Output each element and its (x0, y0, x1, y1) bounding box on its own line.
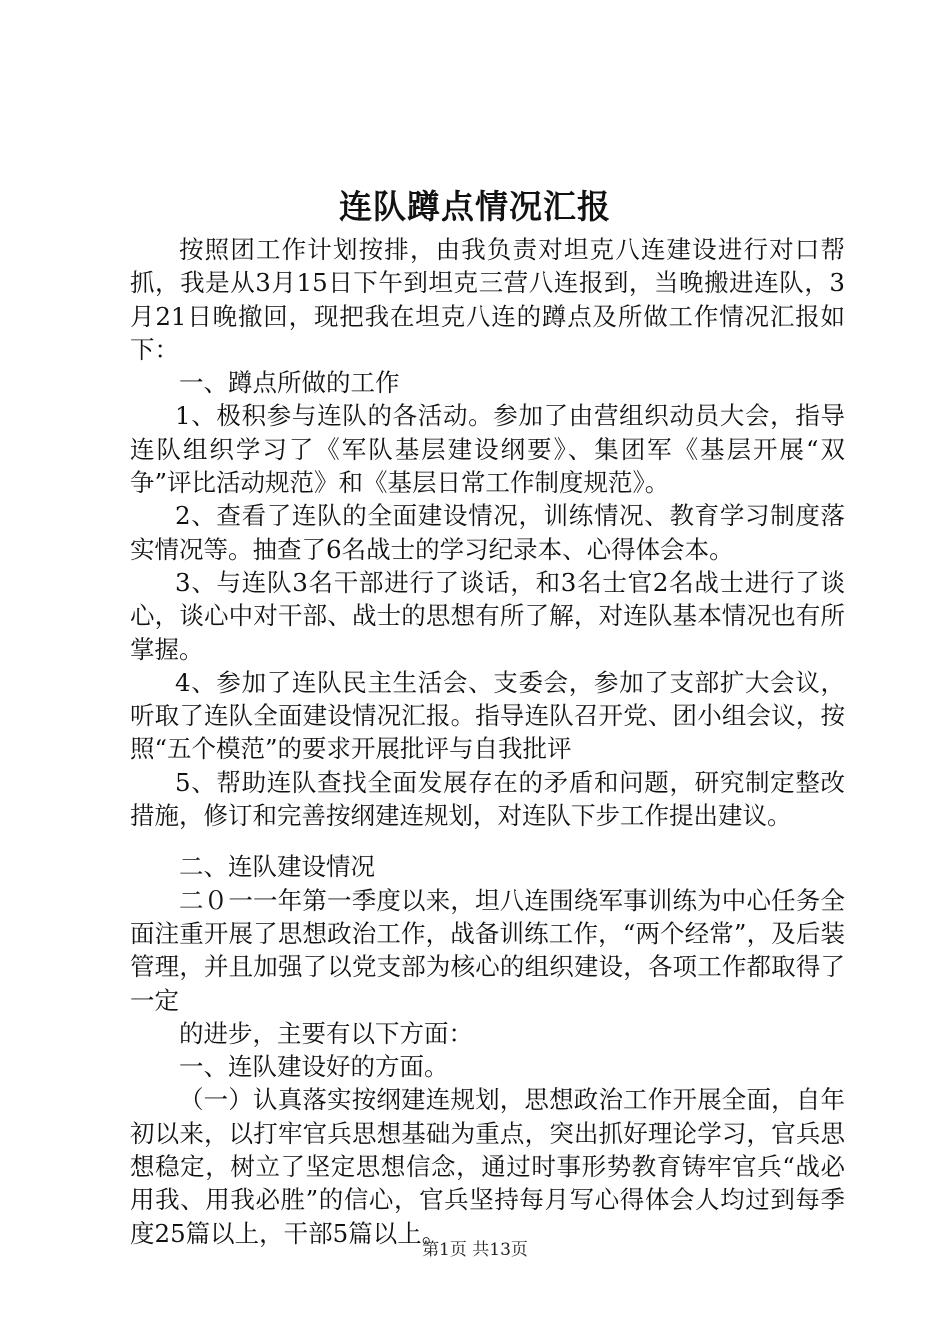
page-number: 第1页 共13页 (422, 1240, 528, 1260)
work-item-2: 2、查看了连队的全面建设情况，训练情况、教育学习制度落实情况等。抽查了6名战士的学习纪录本、心得体会本。 (130, 501, 845, 564)
section-heading-work: 一、蹲点所做的工作 (179, 368, 400, 398)
document-body (130, 233, 845, 1250)
document-title: 连队蹲点情况汇报 (339, 187, 611, 226)
work-item-5: 5、帮助连队查找全面发展存在的矛盾和问题，研究制定整改措施，修订和完善按纲建连规划，对连队下步工作提出建议。 (130, 767, 845, 831)
work-item-1: 1、极积参与连队的各活动。参加了由营组织动员大会，指导连队组织学习了《军队基层建设纲要》、集团军《基层开展“双争”评比活动规范》和《基层日常工作制度规范》。 (130, 401, 845, 498)
section-heading-construction: 二、连队建设情况 (179, 852, 375, 882)
good-item-1: （一）认真落实按纲建连规划，思想政治工作开展全面，自年初以来，以打牢官兵思想基础为重点，突出抓好理论学习，官兵思想稳定，树立了坚定思想信念，通过时事形势教育铸牢官兵“战必用我、用我必胜”的信心，官兵坚持每月写心得体会人均过到每季度25篇以上，干部5篇以上。 (130, 1085, 845, 1248)
work-item-4: 4、参加了连队民主生活会、支委会，参加了支部扩大会议，听取了连队全面建设情况汇报。指导连队召开党、团小组会议，按照“五个模范”的要求开展批评与自我批评 (130, 667, 845, 764)
subsection-heading-good: 一、连队建设好的方面。 (179, 1052, 449, 1082)
construction-paragraph: 二０一一年第一季度以来，坦八连围绕军事训练为中心任务全面注重开展了思想政治工作，战备训练工作，“两个经常”，及后装管理，并且加强了以党支部为核心的组织建设，各项工作都取得了一定 (130, 885, 845, 1015)
intro-paragraph: 按照团工作计划按排，由我负责对坦克八连建设进行对口帮抓，我是从3月15日下午到坦克三营八连报到，当晚搬进连队，3月21日晚撤回，现把我在坦克八连的蹲点及所做工作情况汇报如下： (130, 235, 845, 364)
work-item-3: 3、与连队3名干部进行了谈话，和3名士官2名战士进行了谈心，谈心中对干部、战士的思想有所了解，对连队基本情况也有所掌握。 (130, 567, 845, 664)
progress-paragraph: 的进步，主要有以下方面： (179, 1018, 473, 1048)
paragraph-gap (130, 832, 845, 850)
